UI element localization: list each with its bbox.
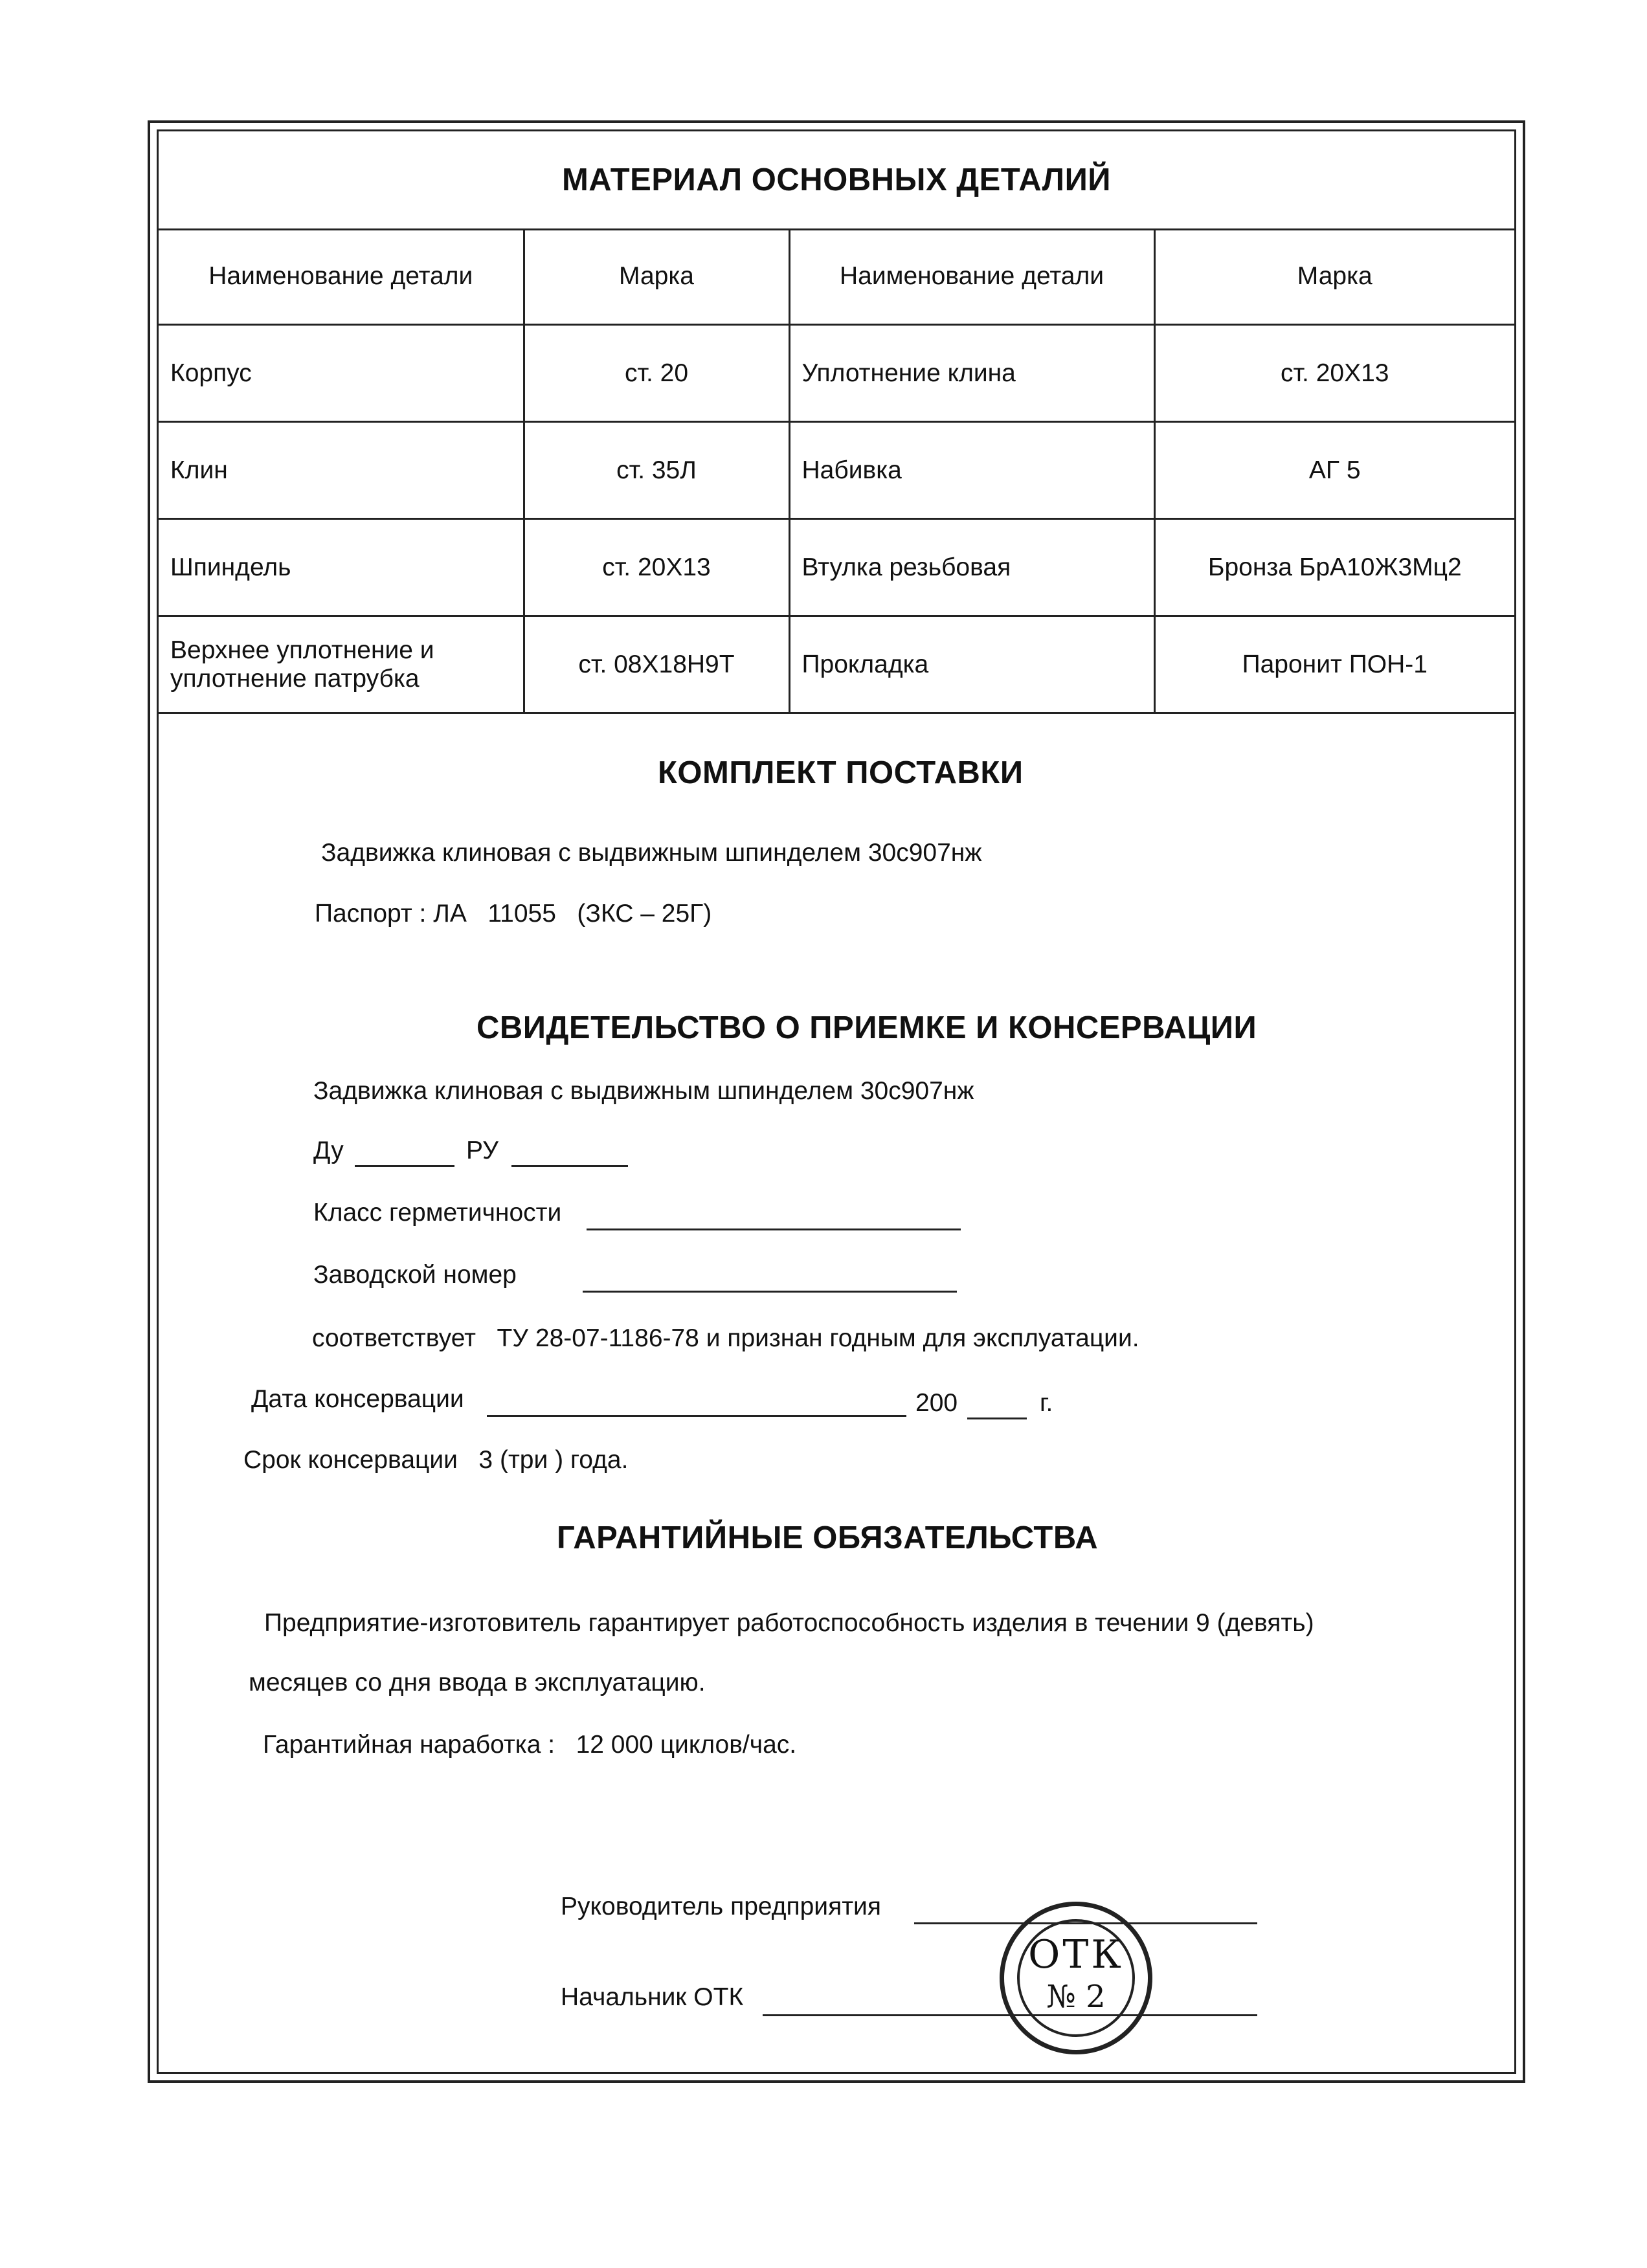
header-grade-1: Марка — [524, 228, 789, 325]
grade-cell: ст. 20 — [524, 325, 789, 422]
ru-label: РУ — [466, 1137, 499, 1164]
warranty-text-line1: Предприятие-изготовитель гарантирует работоспособность изделия в течении 9 (девять) — [264, 1609, 1314, 1637]
grade-cell: АГ 5 — [1154, 422, 1514, 519]
supply-passport-text: Паспорт : ЛА 11055 (ЗКС – 25Г) — [315, 900, 712, 928]
stamp-text-number: № 2 — [1046, 1979, 1106, 2015]
preservation-term-text: Срок консервации 3 (три ) года. — [243, 1446, 629, 1474]
part-name-cell: Шпиндель — [159, 519, 524, 616]
warranty-operating-time: Гарантийная наработка : 12 000 циклов/час. — [263, 1731, 797, 1759]
preservation-date-fill-line — [487, 1415, 906, 1417]
part-name-cell: Прокладка — [789, 616, 1154, 713]
stamp-text-otk: ОТК — [1028, 1932, 1124, 1977]
supply-product-text: Задвижка клиновая с выдвижным шпинделем 30с907нж — [321, 839, 982, 867]
warranty-title: ГАРАНТИЙНЫЕ ОБЯЗАТЕЛЬСТВА — [557, 1520, 1099, 1555]
materials-table — [159, 228, 1514, 714]
ru-fill-line — [511, 1165, 628, 1167]
part-name-cell: Верхнее уплотнение и уплотнение патрубка — [159, 616, 524, 713]
grade-cell: Паронит ПОН-1 — [1154, 616, 1514, 713]
part-name-cell: Корпус — [159, 325, 524, 422]
part-name-cell: Набивка — [789, 422, 1154, 519]
grade-cell: ст. 20Х13 — [1154, 325, 1514, 422]
tightness-class-label: Класс герметичности — [313, 1199, 562, 1227]
part-name-cell: Уплотнение клина — [789, 325, 1154, 422]
serial-number-label: Заводской номер — [313, 1261, 517, 1289]
materials-title: МАТЕРИАЛ ОСНОВНЫХ ДЕТАЛИЙ — [159, 131, 1514, 230]
preservation-date-label: Дата консервации — [251, 1385, 464, 1413]
part-name-cell: Клин — [159, 422, 524, 519]
grade-cell: ст. 35Л — [524, 422, 789, 519]
table-header-row — [159, 228, 1514, 325]
head-of-enterprise-label: Руководитель предприятия — [561, 1893, 881, 1920]
serial-number-fill-line — [583, 1291, 957, 1293]
header-part-name-1: Наименование детали — [159, 228, 524, 325]
grade-cell: ст. 08Х18Н9Т — [524, 616, 789, 713]
grade-cell: ст. 20Х13 — [524, 519, 789, 616]
certificate-product-text: Задвижка клиновая с выдвижным шпинделем 30с907нж — [313, 1077, 974, 1105]
header-grade-2: Марка — [1154, 228, 1514, 325]
certificate-title: СВИДЕТЕЛЬСТВО О ПРИЕМКЕ И КОНСЕРВАЦИИ — [476, 1010, 1257, 1045]
warranty-text-line2: месяцев со дня ввода в эксплуатацию. — [249, 1669, 706, 1696]
table-row — [159, 616, 1514, 713]
supply-title: КОМПЛЕКТ ПОСТАВКИ — [658, 755, 1024, 790]
du-label: Ду — [313, 1137, 344, 1164]
header-part-name-2: Наименование детали — [789, 228, 1154, 325]
year-fill-line — [967, 1418, 1027, 1419]
tightness-class-fill-line — [587, 1228, 961, 1230]
year-prefix: 200 — [915, 1389, 958, 1417]
otk-stamp — [1000, 1902, 1152, 2054]
table-row — [159, 422, 1514, 519]
grade-cell: Бронза БрА10Ж3Мц2 — [1154, 519, 1514, 616]
table-row — [159, 325, 1514, 422]
year-suffix: г. — [1040, 1389, 1053, 1417]
otk-chief-label: Начальник ОТК — [561, 1983, 744, 2011]
du-fill-line — [355, 1165, 454, 1167]
conformity-text: соответствует ТУ 28-07-1186-78 и признан годным для эксплуатации. — [312, 1324, 1139, 1352]
table-row — [159, 519, 1514, 616]
part-name-cell: Втулка резьбовая — [789, 519, 1154, 616]
